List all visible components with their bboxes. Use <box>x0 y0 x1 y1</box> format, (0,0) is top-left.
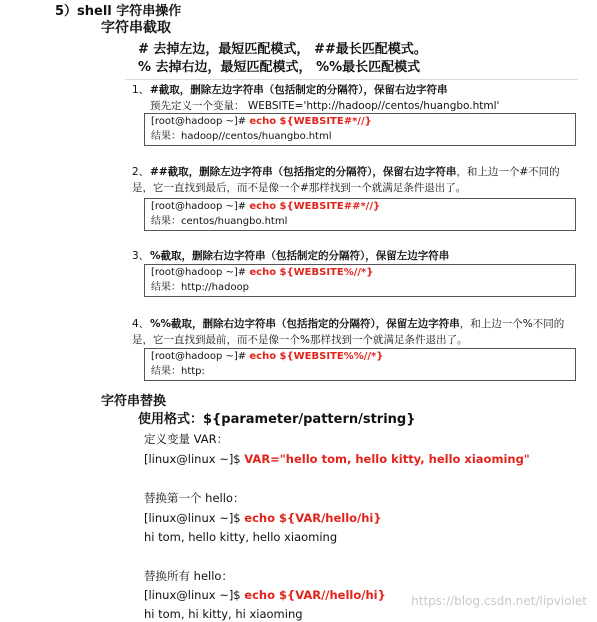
item-2-command-line: [root@hadoop ~]# echo ${WEBSITE##*//} <box>151 201 381 212</box>
define-command-line: [linux@linux ~]$ VAR="hello tom, hello kitty, hello xiaoming" <box>144 452 530 466</box>
rule-percent: % 去掉右边，最短匹配模式， %%最长匹配模式 <box>138 60 421 75</box>
replace-first-command-line: [linux@linux ~]$ echo ${VAR/hello/hi} <box>144 511 382 525</box>
section-heading: 5）shell 字符串操作 <box>55 4 182 19</box>
replace-usage: 使用格式：${parameter/pattern/string} <box>138 412 416 427</box>
item-3-description: 3、%截取，删除右边字符串（包括制定的分隔符），保留左边字符串 <box>132 250 450 262</box>
replace-all-command-line: [linux@linux ~]$ echo ${VAR//hello/hi} <box>144 588 386 602</box>
replace-all-result: hi tom, hi kitty, hi xiaoming <box>144 607 303 621</box>
item-4-description: 4、%%截取，删除右边字符串（包括指定的分隔符），保留左边字符串，和上边一个%不同的是，它一直找到最前，而不是像一个%那样找到一个就满足条件退出了。 <box>132 318 565 346</box>
item-1-result: 结果：hadoop//centos/huangbo.html <box>151 131 332 142</box>
item-3-code-box <box>144 264 576 297</box>
item-4-code-box <box>144 348 576 381</box>
item-3-command: echo ${WEBSITE%//*} <box>249 267 374 278</box>
replace-all-label: 替换所有 hello： <box>144 569 233 583</box>
item-3-command-line: [root@hadoop ~]# echo ${WEBSITE%//*} <box>151 267 374 278</box>
item-2-result: 结果：centos/huangbo.html <box>151 216 288 227</box>
divider <box>125 79 578 80</box>
item-2-command: echo ${WEBSITE##*//} <box>249 201 381 212</box>
substring-title: 字符串截取 <box>101 20 171 36</box>
define-command: VAR="hello tom, hello kitty, hello xiaoming" <box>244 452 530 466</box>
item-3-result: 结果：http://hadoop <box>151 282 250 293</box>
item-1-description: 1、#截取，删除左边字符串（包括制定的分隔符），保留右边字符串 <box>132 84 448 96</box>
replace-first-command: echo ${VAR/hello/hi} <box>244 511 382 525</box>
item-4-result: 结果：http: <box>151 366 205 377</box>
item-2-code-box <box>144 198 576 231</box>
rule-hash: # 去掉左边，最短匹配模式， ##最长匹配模式。 <box>138 42 427 57</box>
item-1-code-box <box>144 113 576 146</box>
replace-title: 字符串替换 <box>101 394 167 409</box>
item-4-command: echo ${WEBSITE%%//*} <box>249 351 384 362</box>
item-2-description: 2、##截取，删除左边字符串（包括指定的分隔符），保留右边字符串，和上边一个#不同的是，它一直找到最后，而不是像一个#那样找到一个就满足条件退出了。 <box>132 166 560 194</box>
define-label: 定义变量 VAR： <box>144 432 229 446</box>
replace-first-result: hi tom, hello kitty, hello xiaoming <box>144 530 338 544</box>
item-1-predefine: 预先定义一个变量： WEBSITE='http://hadoop//centos/huangbo.html' <box>150 100 500 112</box>
item-4-command-line: [root@hadoop ~]# echo ${WEBSITE%%//*} <box>151 351 384 362</box>
item-1-command: echo ${WEBSITE#*//} <box>249 116 372 127</box>
replace-all-command: echo ${VAR//hello/hi} <box>244 588 386 602</box>
replace-first-label: 替换第一个 hello： <box>144 491 245 505</box>
item-1-command-line: [root@hadoop ~]# echo ${WEBSITE#*//} <box>151 116 372 127</box>
watermark: https://blog.csdn.net/lipviolet <box>411 594 587 608</box>
